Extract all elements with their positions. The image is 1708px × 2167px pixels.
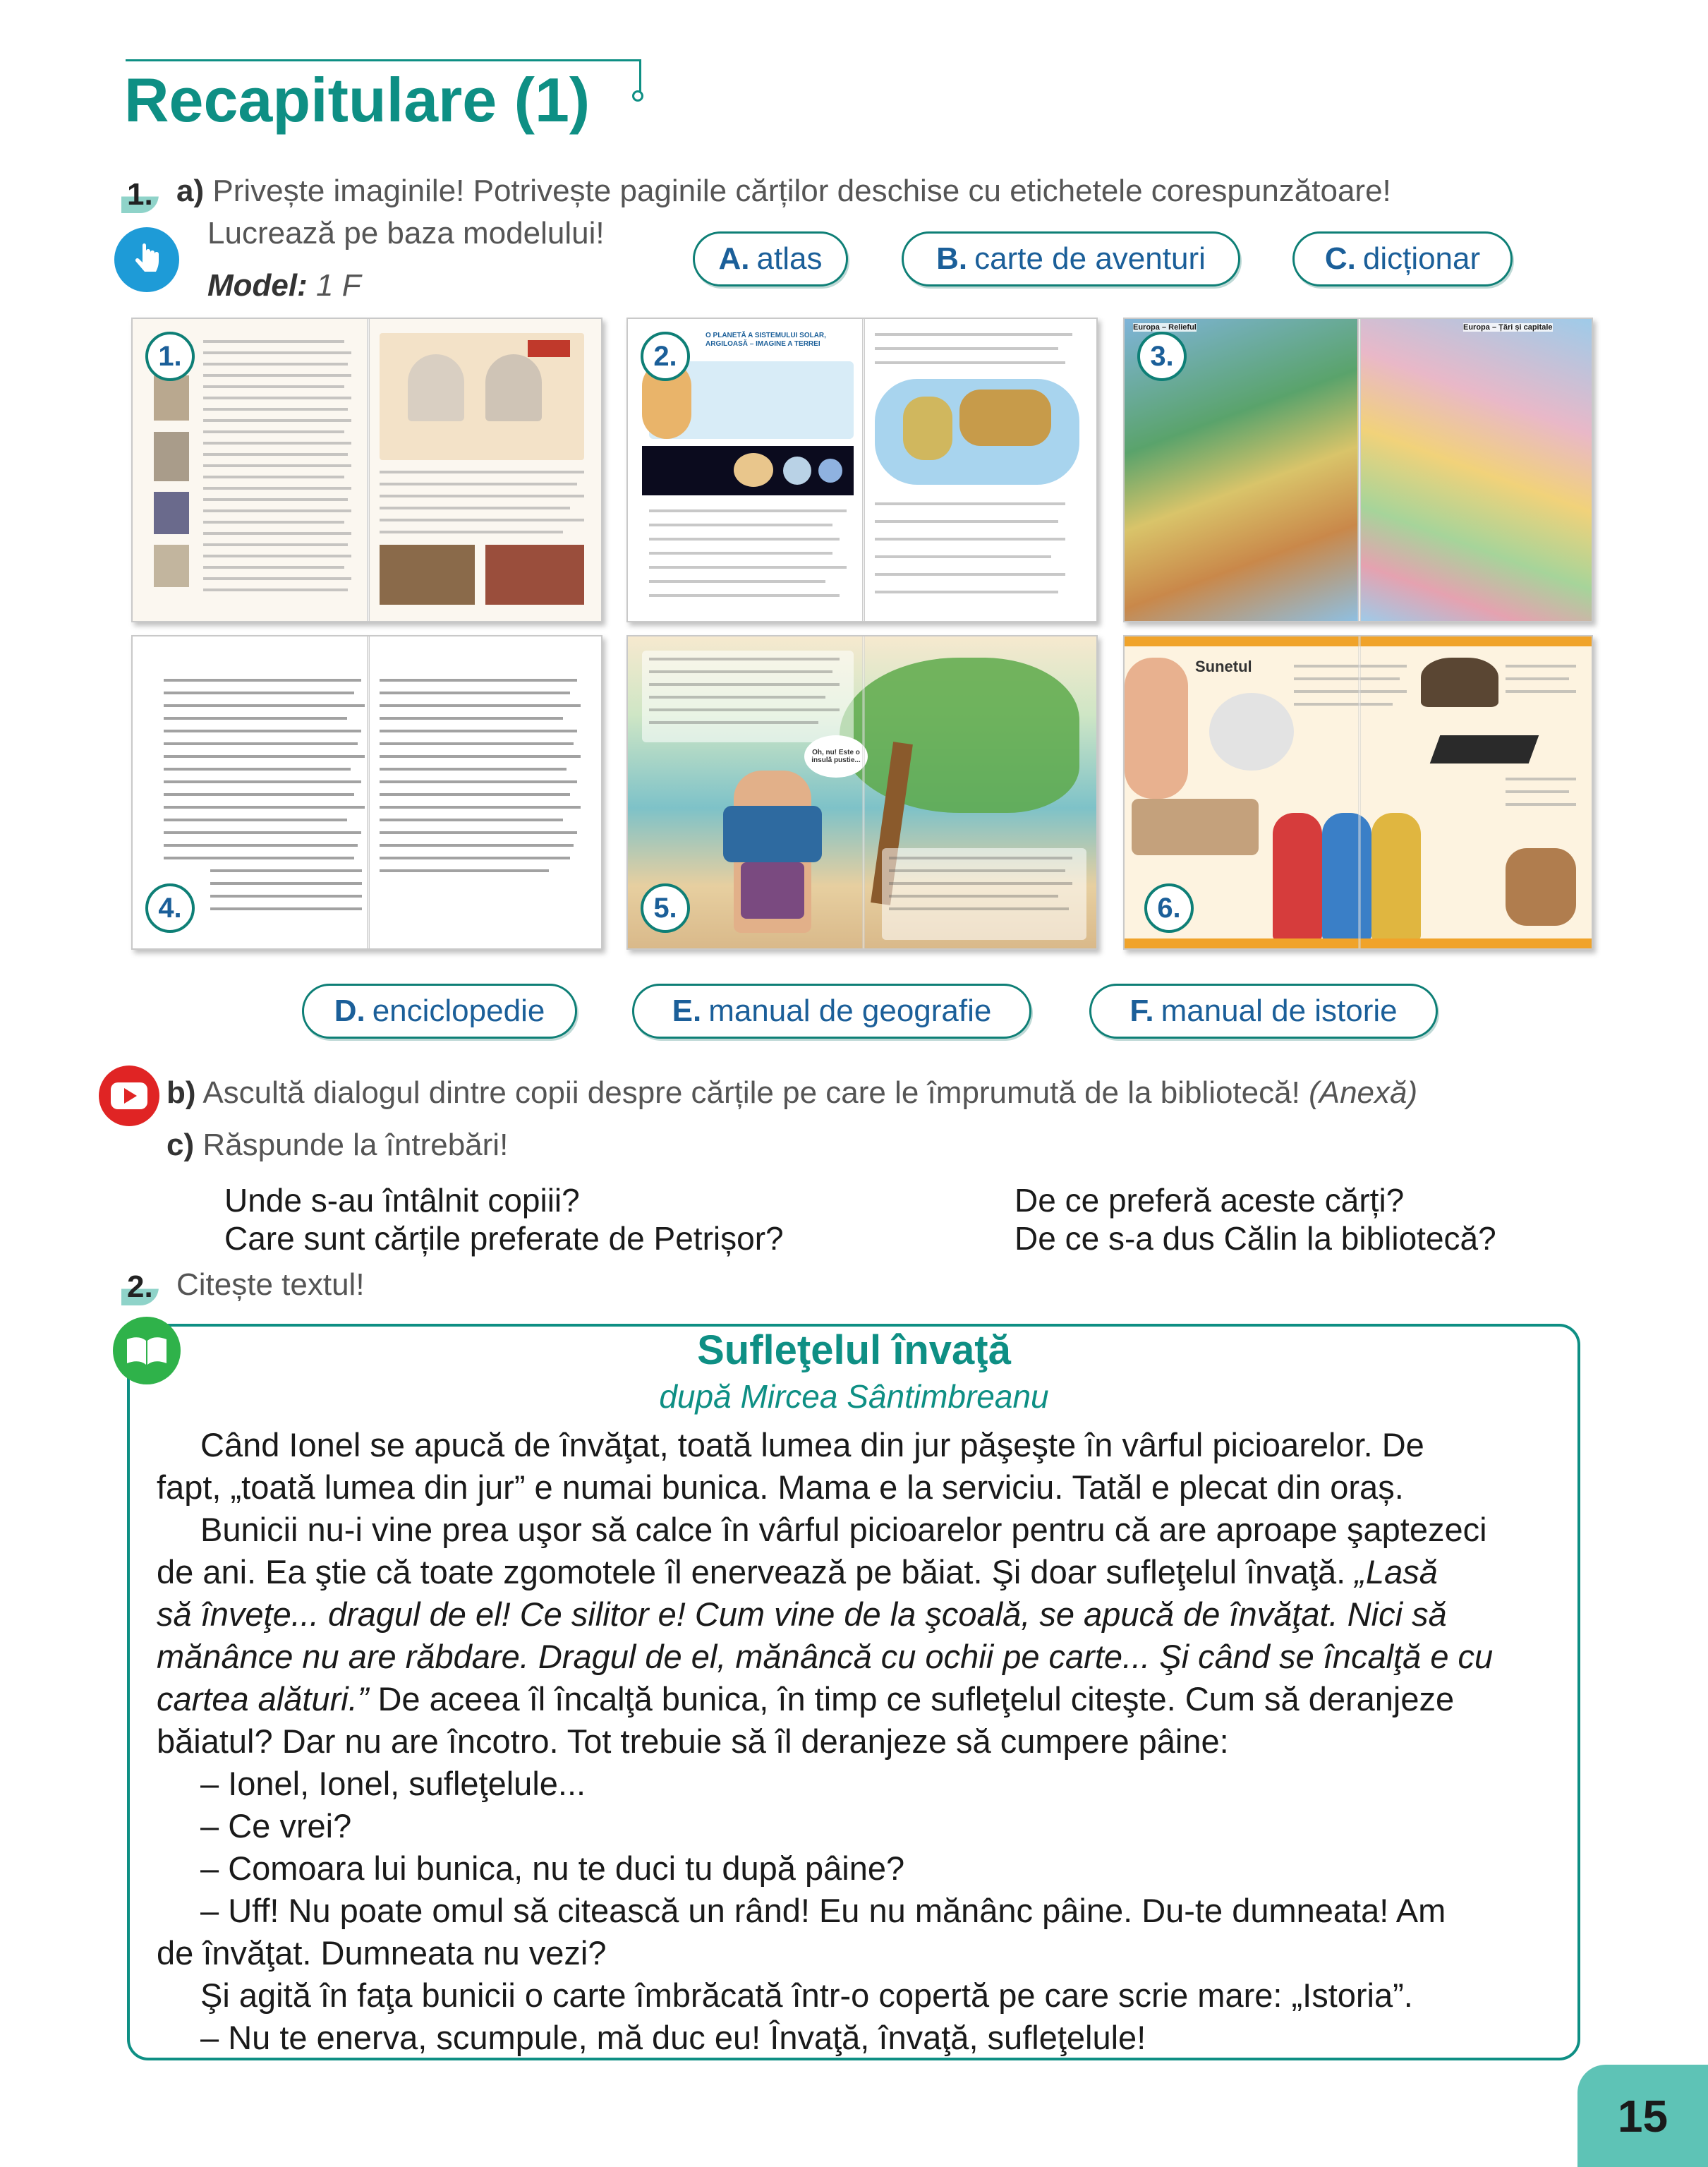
book-3-right-title: Europa – Țări și capitale <box>1463 323 1553 332</box>
label-e-geography-manual[interactable] <box>632 984 1031 1039</box>
story-line-part: cartea alături.” <box>157 1680 369 1718</box>
label-letter: E. <box>672 994 702 1028</box>
book-3-left-title: Europa – Relieful <box>1133 323 1197 332</box>
story-author: după Mircea Sântimbreanu <box>659 1378 1049 1415</box>
story-line <box>157 1678 1552 1720</box>
exercise-1c-label: c) <box>166 1128 195 1162</box>
play-icon <box>111 1082 147 1109</box>
story-line: de învăţat. Dumneata nu vezi? <box>157 1934 607 1972</box>
story-line-part: De aceea îl încalţă bunica, în timp ce sufleţelul citeşte. Cum să deranjeze <box>368 1680 1455 1718</box>
label-text: manual de istorie <box>1161 994 1398 1028</box>
book-6-number: 6. <box>1144 883 1194 933</box>
book-1-number: 1. <box>145 332 195 381</box>
book-2-heading: O PLANETĂ A SISTEMULUI SOLAR, ARGILOASĂ – IMAGINE A TERREI <box>705 332 826 348</box>
exercise-1c-text: Răspunde la întrebări! <box>202 1128 509 1162</box>
label-letter: B. <box>936 241 968 276</box>
book-6-encyclopedia[interactable] <box>1123 635 1593 950</box>
title-rule-vertical <box>639 59 641 92</box>
exercise-1b-anexa: (Anexă) <box>1309 1075 1418 1110</box>
story-line: – Comoara lui bunica, nu te duci tu după pâine? <box>200 1849 905 1887</box>
story-line: – Ce vrei? <box>200 1807 352 1845</box>
label-text: enciclopedie <box>372 994 545 1028</box>
book-5-speech-bubble: Oh, nu! Este o insulă pustie... <box>804 735 868 778</box>
label-letter: F. <box>1129 994 1154 1028</box>
book-2-number: 2. <box>641 332 690 381</box>
label-letter: A. <box>718 241 750 276</box>
exercise-2-number: 2. <box>121 1269 159 1305</box>
label-text: manual de geografie <box>708 994 992 1028</box>
title-rule-dot <box>632 90 643 102</box>
book-4-number: 4. <box>145 883 195 933</box>
label-d-encyclopedia[interactable] <box>302 984 577 1039</box>
audio-play-button[interactable] <box>99 1066 159 1126</box>
story-line <box>157 1551 1552 1593</box>
label-b-adventure-book[interactable] <box>902 231 1240 286</box>
model-line <box>207 268 361 303</box>
label-letter: D. <box>334 994 365 1028</box>
exercise-1b-label: b) <box>166 1075 196 1110</box>
exercise-1a-label: a) <box>176 174 205 208</box>
exercise-1b-text: Ascultă dialogul dintre copii despre cărțile pe care le împrumută de la bibliotecă! <box>202 1075 1300 1110</box>
story-line: Bunicii nu-i vine prea uşor să calce în vârful picioarelor pentru că are aproape şaptezeci <box>200 1511 1487 1548</box>
exercise-1b-line <box>166 1075 1417 1111</box>
label-text: atlas <box>756 241 823 276</box>
story-line: fapt, „toată lumea din jur” e numai bunica. Mama e la serviciu. Tatăl e plecat din oraș. <box>157 1468 1404 1506</box>
title-rule <box>126 59 641 61</box>
label-text: carte de aventuri <box>974 241 1206 276</box>
model-label: Model: <box>207 268 308 303</box>
book-1-history[interactable] <box>131 318 602 622</box>
question-4: De ce s-a dus Călin la bibliotecă? <box>1014 1220 1496 1257</box>
exercise-1c-line <box>166 1128 508 1163</box>
label-a-atlas[interactable] <box>693 231 848 286</box>
label-letter: C. <box>1324 241 1356 276</box>
question-2: Care sunt cărțile preferate de Petrișor? <box>224 1220 784 1257</box>
book-6-title: Sunetul <box>1195 658 1252 675</box>
touch-icon[interactable] <box>114 227 179 292</box>
page-number: 15 <box>1577 2065 1708 2167</box>
book-2-geography[interactable] <box>626 318 1098 622</box>
question-1: Unde s-au întâlnit copiii? <box>224 1182 580 1219</box>
story-line: – Ionel, Ionel, sufleţelule... <box>200 1765 586 1802</box>
book-3-number: 3. <box>1137 332 1187 381</box>
hand-pointer-icon <box>127 240 166 279</box>
question-3: De ce preferă aceste cărți? <box>1014 1182 1405 1219</box>
story-line: – Uff! Nu poate omul să citească un rând! Eu nu mănânc pâine. Du-te dumneata! Am <box>200 1892 1446 1929</box>
page-title: Recapitulare (1) <box>124 65 590 135</box>
label-text: dicționar <box>1362 241 1481 276</box>
story-line-part: „Lasă <box>1355 1553 1438 1590</box>
exercise-1a-line <box>176 174 1391 209</box>
story-line-part: de ani. Ea ştie că toate zgomotele îl enervează pe băiat. Şi doar sufleţelul învaţă. <box>157 1553 1346 1590</box>
exercise-1a-text: Privește imaginile! Potrivește paginile cărților deschise cu etichetele corespunzătoare! <box>212 174 1391 208</box>
model-value: 1 F <box>316 268 361 303</box>
book-5-number: 5. <box>641 883 690 933</box>
exercise-1a-text2: Lucrează pe baza modelului! <box>207 216 605 250</box>
story-line: Când Ionel se apucă de învăţat, toată lumea din jur păşeşte în vârful picioarelor. De <box>200 1426 1424 1463</box>
label-c-dictionary[interactable] <box>1292 231 1513 286</box>
book-3-atlas[interactable] <box>1123 318 1593 622</box>
story-line: Şi agită în faţa bunicii o carte îmbrăcată într-o copertă pe care scrie mare: „Istoria”. <box>200 1976 1413 2014</box>
book-5-adventure[interactable] <box>626 635 1098 950</box>
story-line: – Nu te enerva, scumpule, mă duc eu! Învaţă, învaţă, sufleţelule! <box>200 2019 1146 2056</box>
story-line: băiatul? Dar nu are încotro. Tot trebuie să îl deranjeze să cumpere pâine: <box>157 1722 1229 1760</box>
book-4-dictionary[interactable] <box>131 635 602 950</box>
label-f-history-manual[interactable] <box>1089 984 1438 1039</box>
exercise-2-text: Citește textul! <box>176 1267 365 1302</box>
story-line: mănânce nu are răbdare. Dragul de el, mănâncă cu ochii pe carte... Şi când se încalţă e cu <box>157 1638 1494 1675</box>
story-line: să înveţe... dragul de el! Ce silitor e! Cum vine de la şcoală, se apucă de învăţat. Nici să <box>157 1595 1447 1633</box>
exercise-1-number: 1. <box>121 176 159 213</box>
story-title: Sufleţelul învaţă <box>697 1327 1011 1373</box>
